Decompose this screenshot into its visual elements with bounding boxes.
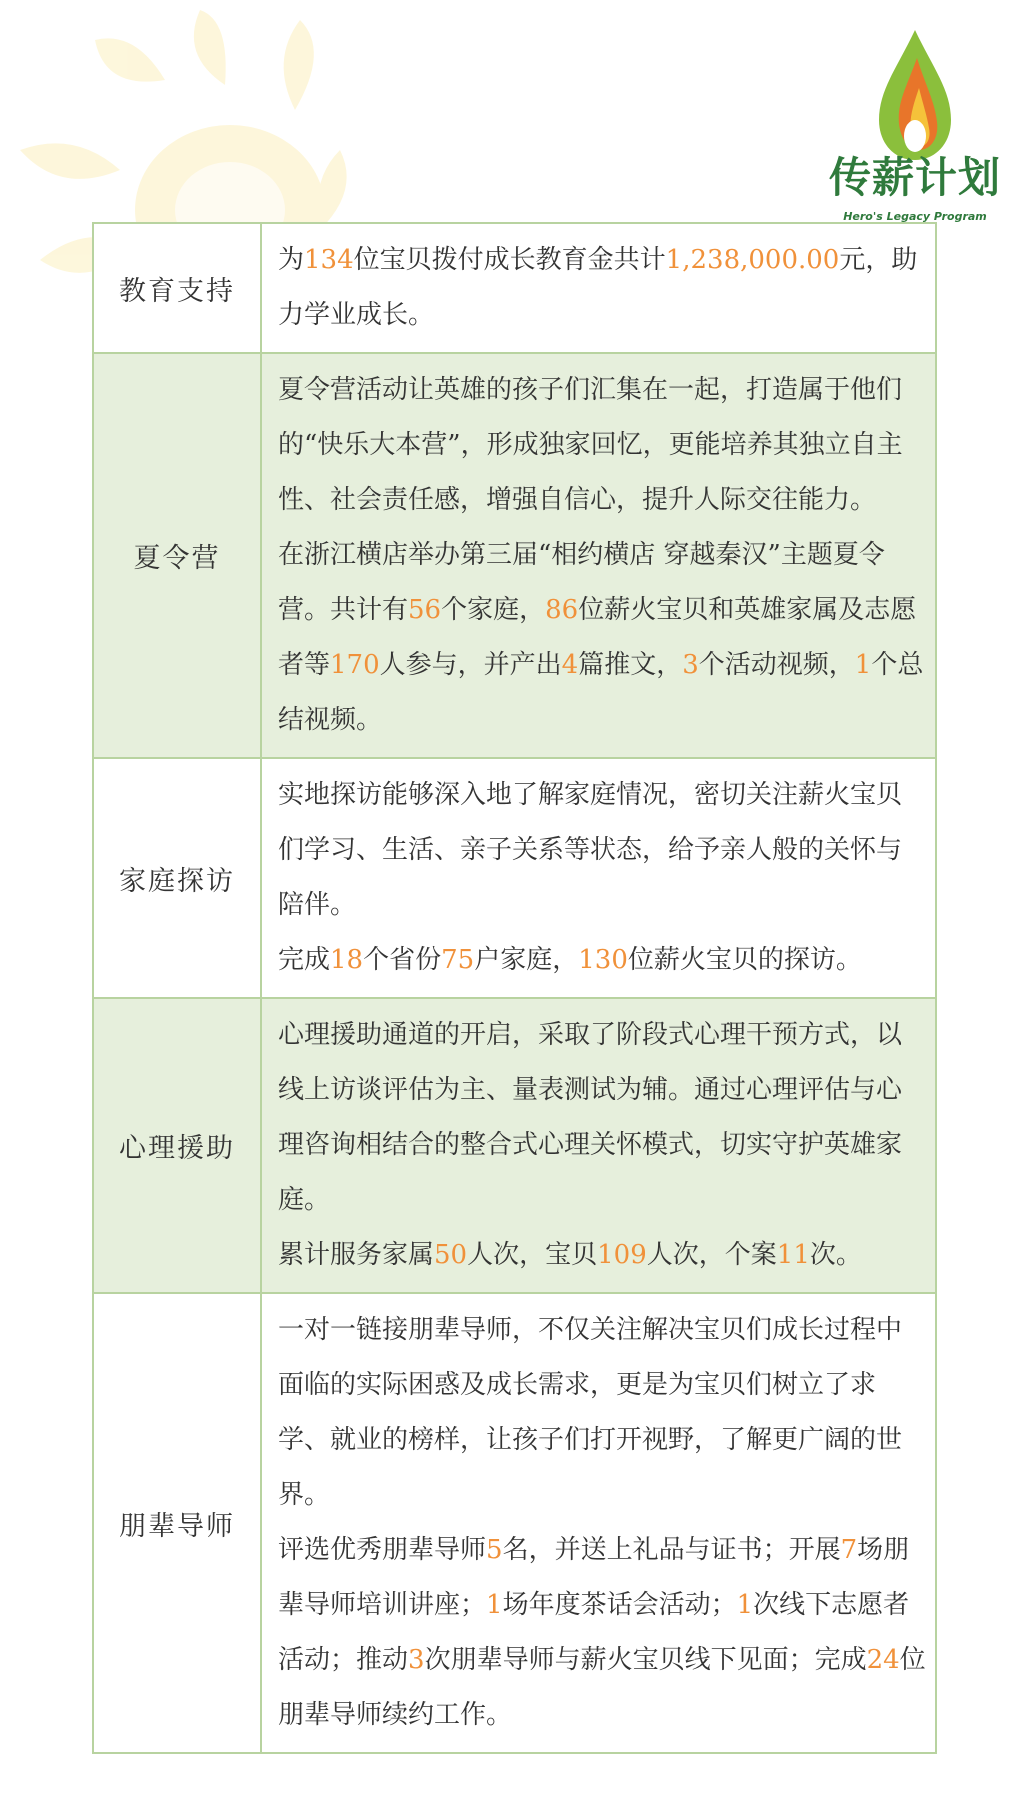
row-description bbox=[261, 998, 936, 1293]
program-logo bbox=[820, 20, 1010, 230]
highlight-number: 11 bbox=[776, 1240, 810, 1270]
text-segment: 人次，个案 bbox=[646, 1240, 777, 1270]
text-segment: 夏令营活动让英雄的孩子们汇集在一起，打造属于他们的“快乐大本营”，形成独家回忆，更能培养其独立自主性、社会责任感，增强自信心，提升人际交往能力。 bbox=[278, 375, 903, 515]
text-segment: 篇推文， bbox=[578, 650, 683, 680]
text-segment: 心理援助通道的开启，采取了阶段式心理干预方式，以线上访谈评估为主、量表测试为辅。通过心理评估与心理咨询相结合的整合式心理关怀模式，切实守护英雄家庭。 bbox=[278, 1020, 903, 1215]
row-description bbox=[261, 353, 936, 758]
text-segment: 一对一链接朋辈导师，不仅关注解决宝贝们成长过程中面临的实际困惑及成长需求，更是为宝贝们树立了求学、就业的榜样，让孩子们打开视野，了解更广阔的世界。 bbox=[278, 1315, 903, 1510]
highlight-number: 1 bbox=[736, 1590, 754, 1620]
description-paragraph bbox=[278, 1228, 927, 1283]
logo-title: 传薪计划 bbox=[828, 153, 1001, 202]
row-category: 家庭探访 bbox=[93, 758, 261, 998]
row-description bbox=[261, 223, 936, 353]
text-segment: 实地探访能够深入地了解家庭情况，密切关注薪火宝贝们学习、生活、亲子关系等状态，给予亲人般的关怀与陪伴。 bbox=[278, 780, 903, 920]
row-category: 夏令营 bbox=[93, 353, 261, 758]
description-paragraph bbox=[278, 1008, 927, 1228]
text-segment: 位薪火宝贝和英雄家属及志愿者等 bbox=[278, 595, 917, 680]
text-segment: 评选优秀朋辈导师 bbox=[278, 1535, 487, 1565]
highlight-number: 130 bbox=[578, 945, 628, 975]
row-description bbox=[261, 1293, 936, 1753]
description-paragraph bbox=[278, 768, 927, 933]
row-category: 教育支持 bbox=[93, 223, 261, 353]
highlight-number: 170 bbox=[330, 650, 380, 680]
row-category: 心理援助 bbox=[93, 998, 261, 1293]
highlight-number: 56 bbox=[408, 595, 442, 625]
table-row bbox=[93, 998, 936, 1293]
program-summary-table bbox=[92, 222, 937, 1754]
table-row bbox=[93, 223, 936, 353]
highlight-number: 4 bbox=[561, 650, 579, 680]
highlight-number: 24 bbox=[866, 1645, 900, 1675]
text-segment: 位宝贝拨付成长教育金共计 bbox=[353, 245, 666, 275]
highlight-number: 75 bbox=[441, 945, 475, 975]
description-paragraph bbox=[278, 528, 927, 748]
highlight-number: 1 bbox=[486, 1590, 503, 1620]
row-description bbox=[261, 758, 936, 998]
text-segment: 次朋辈导师与薪火宝贝线下见面；完成 bbox=[424, 1645, 867, 1675]
text-segment: 人次，宝贝 bbox=[467, 1240, 598, 1270]
text-segment: 位薪火宝贝的探访。 bbox=[627, 945, 862, 975]
text-segment: 个省份 bbox=[363, 945, 442, 975]
highlight-number: 7 bbox=[840, 1535, 858, 1565]
highlight-number: 3 bbox=[408, 1645, 425, 1675]
text-segment: 名，并送上礼品与证书；开展 bbox=[502, 1535, 841, 1565]
highlight-number: 1 bbox=[854, 650, 872, 680]
text-segment: 场年度茶话会活动； bbox=[502, 1590, 737, 1620]
text-segment: 个家庭， bbox=[441, 595, 546, 625]
text-segment: 次线下志愿者活动；推动 bbox=[278, 1590, 910, 1675]
text-segment: 为 bbox=[278, 245, 305, 275]
text-segment: 人参与，并产出 bbox=[379, 650, 562, 680]
table-row bbox=[93, 1293, 936, 1753]
highlight-number: 1,238,000.00 bbox=[665, 245, 840, 275]
text-segment: 户家庭， bbox=[474, 945, 579, 975]
text-segment: 次。 bbox=[809, 1240, 862, 1270]
highlight-number: 3 bbox=[682, 650, 699, 680]
text-segment: 在浙江横店举办第三届“相约横店 穿越秦汉”主题夏令营。共计有 bbox=[278, 540, 885, 625]
highlight-number: 5 bbox=[486, 1535, 503, 1565]
flame-logo-icon bbox=[875, 28, 955, 163]
highlight-number: 50 bbox=[434, 1240, 468, 1270]
text-segment: 个活动视频， bbox=[698, 650, 855, 680]
text-segment: 场朋辈导师培训讲座； bbox=[278, 1535, 910, 1620]
row-category: 朋辈导师 bbox=[93, 1293, 261, 1753]
description-paragraph bbox=[278, 363, 927, 528]
text-segment: 累计服务家属 bbox=[278, 1240, 435, 1270]
highlight-number: 134 bbox=[304, 245, 354, 275]
description-paragraph bbox=[278, 233, 927, 343]
text-segment: 元，助力学业成长。 bbox=[278, 245, 918, 330]
highlight-number: 86 bbox=[545, 595, 579, 625]
highlight-number: 109 bbox=[597, 1240, 647, 1270]
description-paragraph bbox=[278, 1303, 927, 1523]
text-segment: 个总结视频。 bbox=[278, 650, 924, 735]
table-row bbox=[93, 353, 936, 758]
table-row bbox=[93, 758, 936, 998]
description-paragraph bbox=[278, 933, 927, 988]
text-segment: 位朋辈导师续约工作。 bbox=[278, 1645, 926, 1730]
highlight-number: 18 bbox=[330, 945, 364, 975]
description-paragraph bbox=[278, 1523, 927, 1743]
logo-subtitle: Hero's Legacy Program bbox=[843, 210, 987, 223]
text-segment: 完成 bbox=[278, 945, 331, 975]
